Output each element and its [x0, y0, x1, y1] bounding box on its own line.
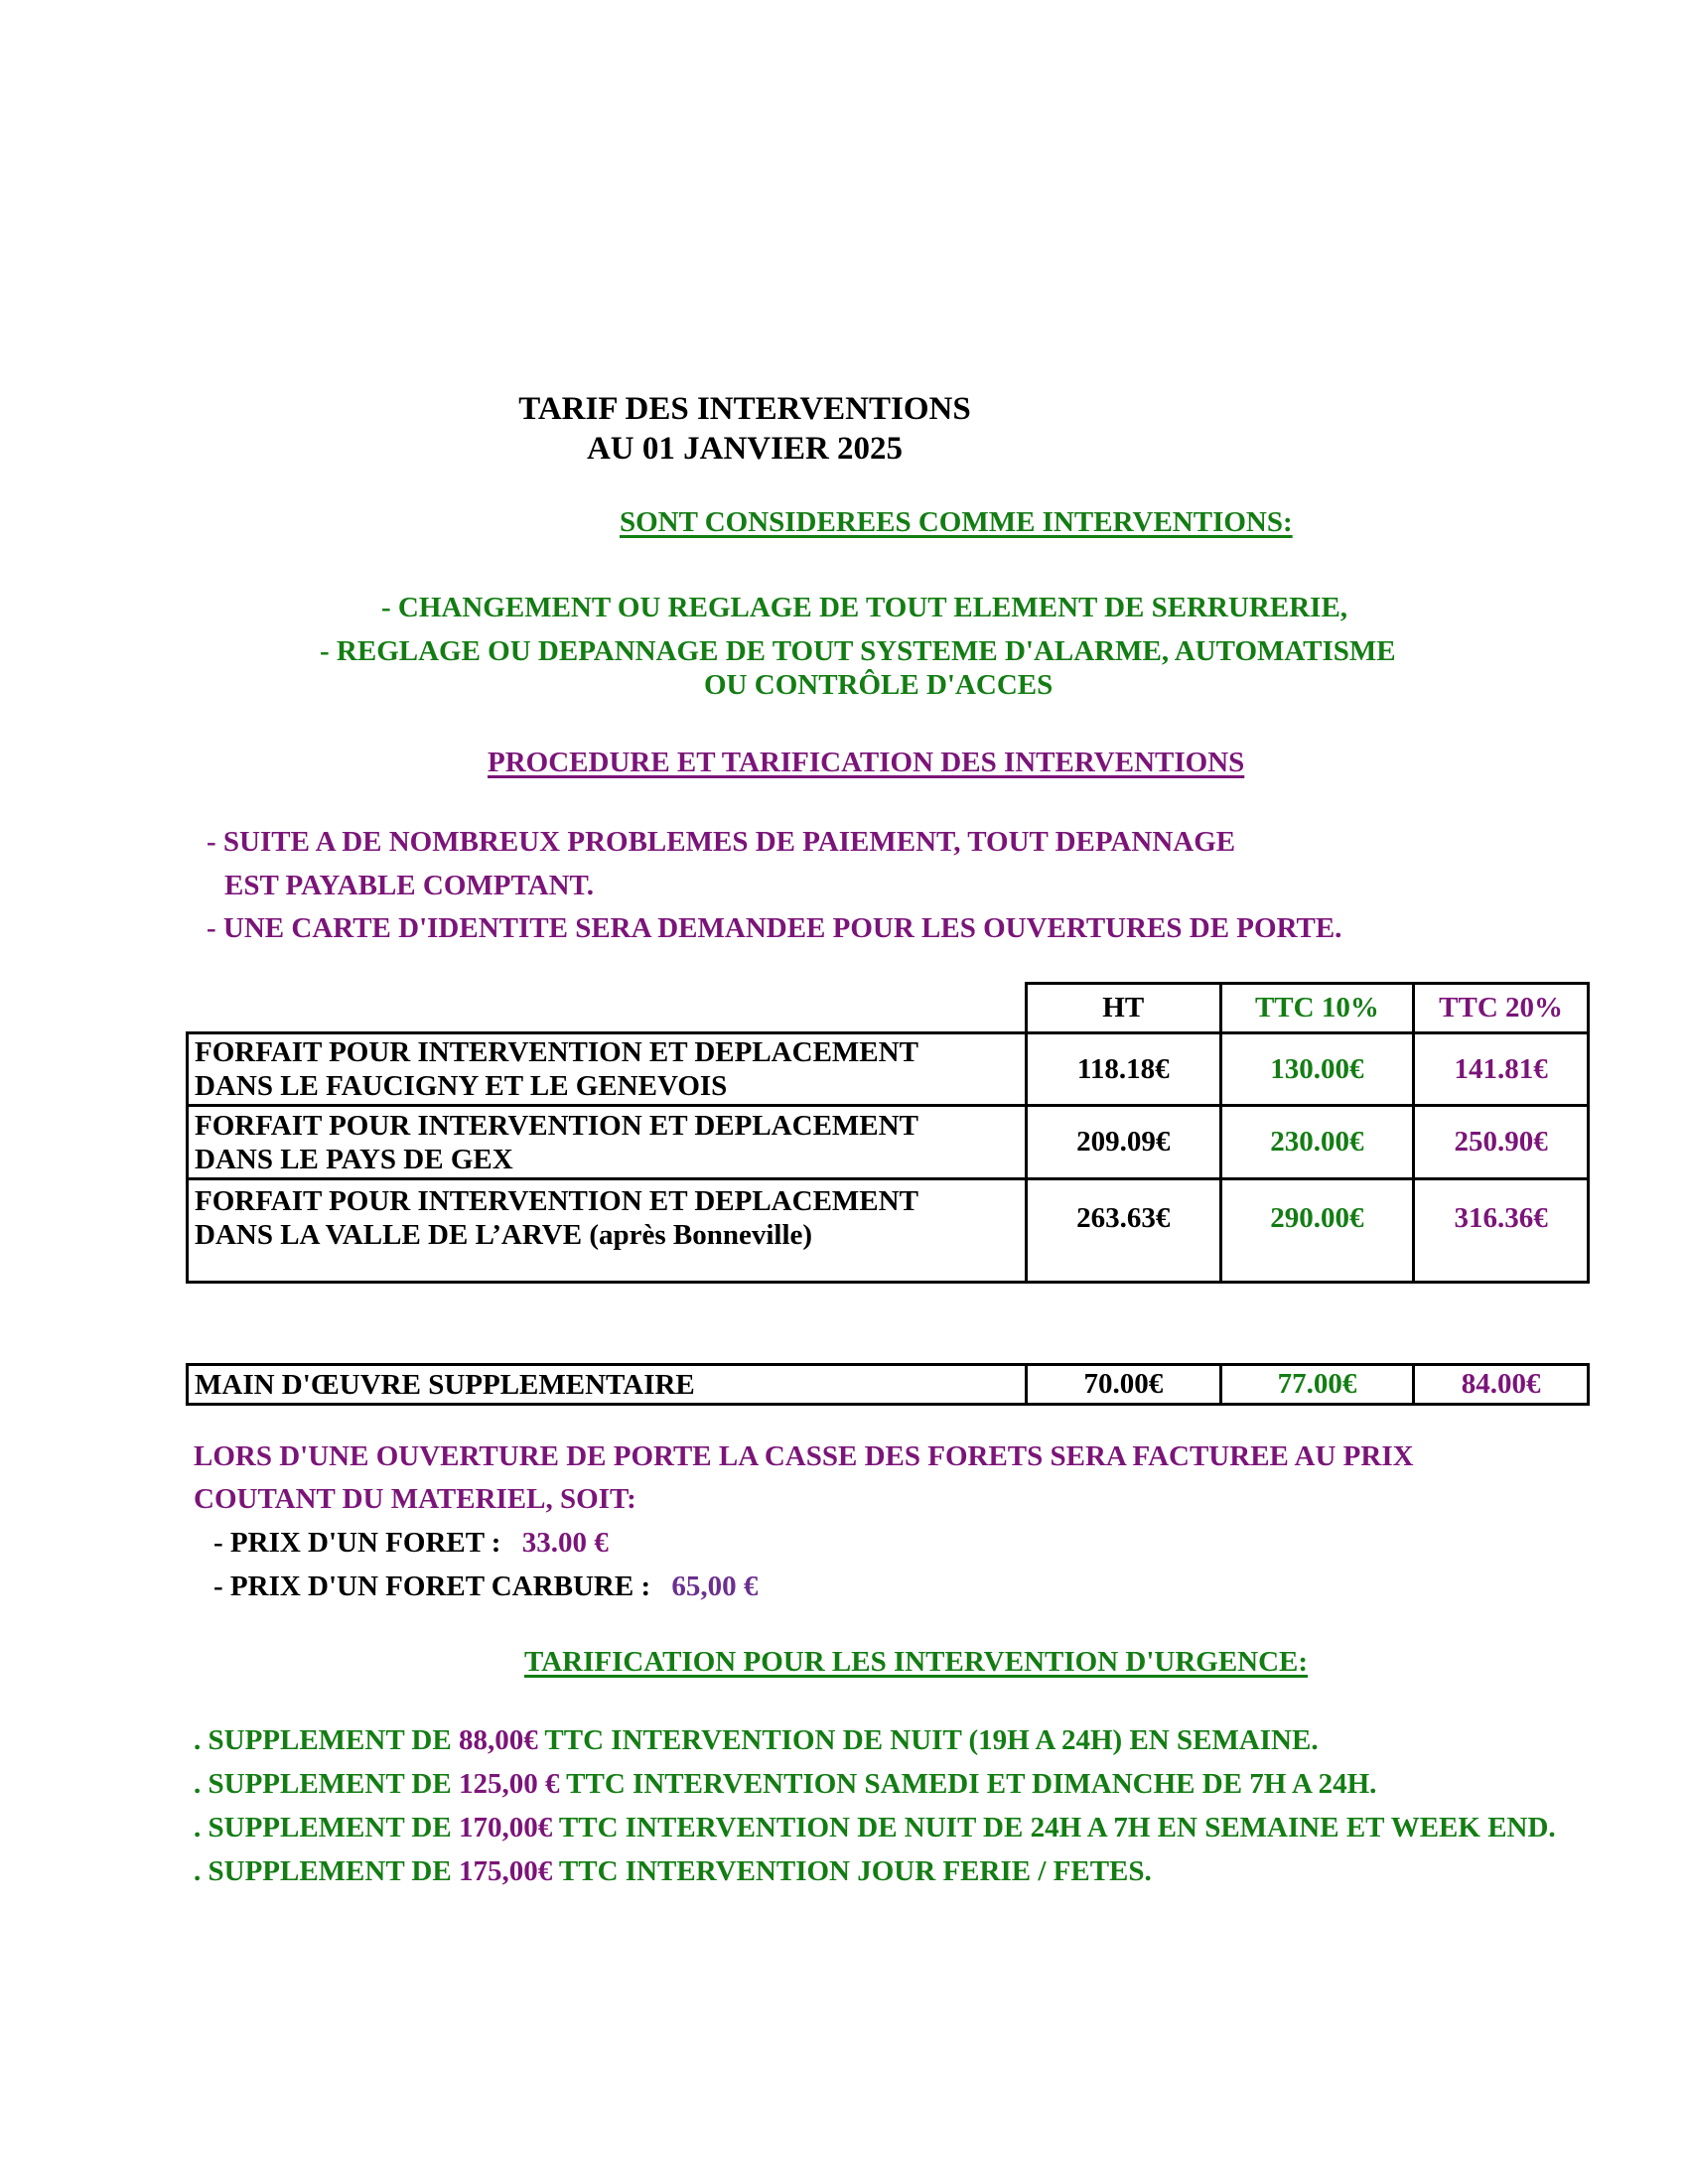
row-label — [188, 1106, 1027, 1179]
intervention-item-3: OU CONTRÔLE D'ACCES — [704, 669, 1054, 701]
row-label — [188, 1033, 1027, 1106]
cell-ttc20: 316.36€ — [1414, 1179, 1589, 1283]
row-label-line-1: FORFAIT POUR INTERVENTION ET DEPLACEMENT — [195, 1185, 918, 1217]
intervention-item-2: - REGLAGE OU DEPANNAGE DE TOUT SYSTEME D'ALARME, AUTOMATISME — [320, 635, 1396, 667]
row-label-line-2: DANS LA VALLE DE L’ARVE (après Bonneville) — [195, 1219, 813, 1251]
cell-ht: 118.18€ — [1026, 1033, 1220, 1106]
title-line-2: AU 01 JANVIER 2025 — [586, 431, 904, 467]
header-ttc20: TTC 20% — [1414, 984, 1589, 1033]
labor-ttc10: 77.00€ — [1220, 1365, 1414, 1405]
procedure-heading: PROCEDURE ET TARIFICATION DES INTERVENTIONS — [488, 747, 1245, 778]
drill-item — [213, 1525, 609, 1561]
header-empty-cell — [188, 984, 1027, 1033]
urgency-prefix: . SUPPLEMENT DE — [194, 1855, 459, 1887]
urgency-prefix: . SUPPLEMENT DE — [194, 1768, 459, 1800]
urgency-item — [194, 1766, 1376, 1802]
cell-ttc10: 130.00€ — [1220, 1033, 1414, 1106]
row-label-line-1: FORFAIT POUR INTERVENTION ET DEPLACEMENT — [195, 1036, 918, 1068]
labor-ttc20: 84.00€ — [1414, 1365, 1589, 1405]
row-label-line-2: DANS LE PAYS DE GEX — [195, 1143, 513, 1175]
cell-ht: 209.09€ — [1026, 1106, 1220, 1179]
labor-ht: 70.00€ — [1027, 1365, 1221, 1405]
procedure-item-2: EST PAYABLE COMPTANT. — [224, 870, 594, 901]
urgency-prefix: . SUPPLEMENT DE — [194, 1812, 459, 1843]
row-label-line-2: DANS LE FAUCIGNY ET LE GENEVOIS — [195, 1070, 728, 1102]
urgency-amount: 175,00€ — [458, 1855, 553, 1887]
page-title — [0, 389, 1589, 469]
cell-ht: 263.63€ — [1026, 1179, 1220, 1283]
urgency-prefix: . SUPPLEMENT DE — [194, 1724, 459, 1756]
header-ht: HT — [1026, 984, 1220, 1033]
drill-item-price: 65,00 € — [671, 1570, 759, 1602]
intervention-item-1: - CHANGEMENT OU REGLAGE DE TOUT ELEMENT DE SERRURERIE, — [381, 592, 1348, 623]
cell-ttc10: 230.00€ — [1220, 1106, 1414, 1179]
urgency-suffix: TTC INTERVENTION DE NUIT (19H A 24H) EN SEMAINE. — [537, 1724, 1319, 1756]
title-line-1: TARIF DES INTERVENTIONS — [518, 391, 971, 427]
price-table-header — [188, 984, 1589, 1033]
procedure-item-3: - UNE CARTE D'IDENTITE SERA DEMANDEE POUR LES OUVERTURES DE PORTE. — [207, 912, 1342, 944]
procedure-item-1: - SUITE A DE NOMBREUX PROBLEMES DE PAIEMENT, TOUT DEPANNAGE — [207, 826, 1236, 858]
urgency-amount: 170,00€ — [458, 1812, 553, 1843]
urgency-amount: 125,00 € — [458, 1768, 560, 1800]
labor-table — [186, 1363, 1590, 1406]
row-label — [188, 1179, 1027, 1283]
cell-ttc10: 290.00€ — [1220, 1179, 1414, 1283]
cell-ttc20: 141.81€ — [1414, 1033, 1589, 1106]
drill-line-1: LORS D'UNE OUVERTURE DE PORTE LA CASSE DES FORETS SERA FACTUREE AU PRIX — [194, 1440, 1414, 1472]
table-row — [188, 1179, 1589, 1283]
urgency-suffix: TTC INTERVENTION DE NUIT DE 24H A 7H EN SEMAINE ET WEEK END. — [552, 1812, 1556, 1843]
drill-item-price: 33.00 € — [521, 1527, 609, 1559]
drill-line-2: COUTANT DU MATERIEL, SOIT: — [194, 1483, 636, 1515]
table-row — [188, 1033, 1589, 1106]
drill-item-label: - PRIX D'UN FORET CARBURE : — [213, 1570, 651, 1602]
table-row — [188, 1365, 1589, 1405]
drill-item-label: - PRIX D'UN FORET : — [213, 1527, 501, 1559]
cell-ttc20: 250.90€ — [1414, 1106, 1589, 1179]
urgency-item — [194, 1722, 1319, 1758]
table-row — [188, 1106, 1589, 1179]
price-table — [186, 982, 1590, 1284]
urgency-item — [194, 1810, 1556, 1845]
urgency-item — [194, 1853, 1152, 1889]
labor-label: MAIN D'ŒUVRE SUPPLEMENTAIRE — [188, 1365, 1027, 1405]
header-ttc10: TTC 10% — [1220, 984, 1414, 1033]
urgency-suffix: TTC INTERVENTION JOUR FERIE / FETES. — [552, 1855, 1152, 1887]
urgency-amount: 88,00€ — [458, 1724, 538, 1756]
interventions-heading: SONT CONSIDEREES COMME INTERVENTIONS: — [620, 506, 1293, 538]
row-label-line-1: FORFAIT POUR INTERVENTION ET DEPLACEMENT — [195, 1109, 918, 1142]
urgency-heading: TARIFICATION POUR LES INTERVENTION D'URGENCE: — [524, 1646, 1309, 1678]
drill-item — [213, 1569, 758, 1604]
urgency-suffix: TTC INTERVENTION SAMEDI ET DIMANCHE DE 7H A 24H. — [559, 1768, 1377, 1800]
